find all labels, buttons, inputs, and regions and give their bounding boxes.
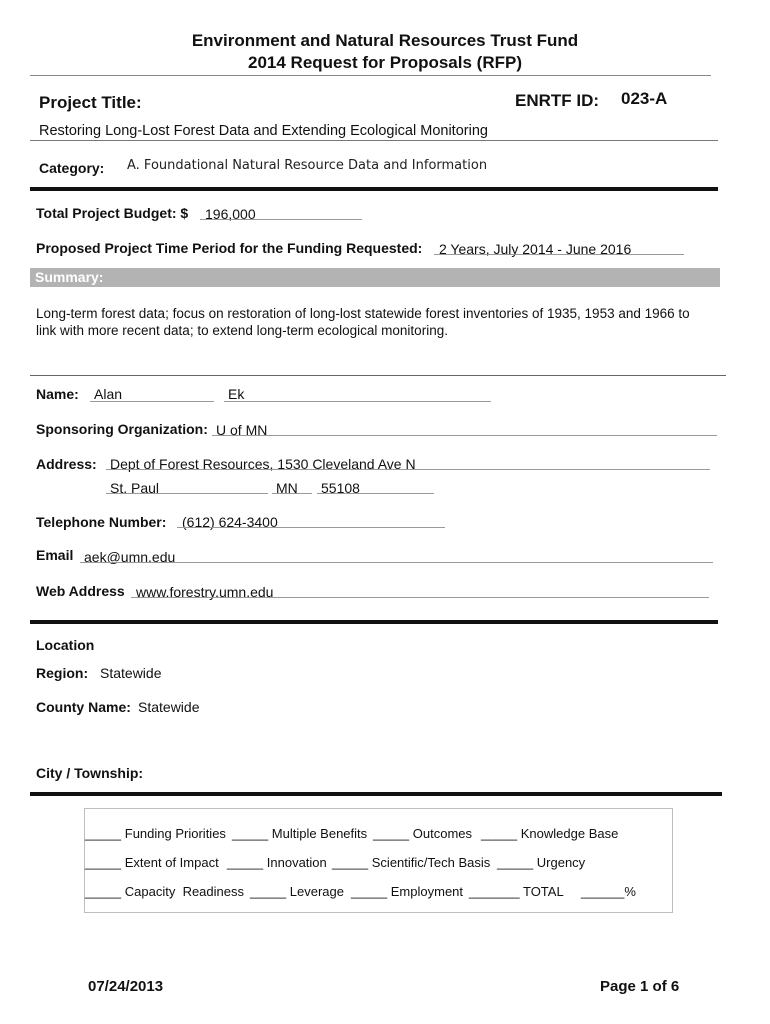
summary-line-1: Long-term forest data; focus on restoration of long-lost statewide forest inventories of 1935, 1953 and 1966 to [36, 306, 690, 321]
last-name-underline [224, 401, 491, 402]
time-period-value: 2 Years, July 2014 - June 2016 [439, 241, 632, 257]
score-employment: _____ Employment [351, 884, 464, 899]
score-knowledge-base: _____ Knowledge Base [481, 826, 619, 841]
region-label: Region: [36, 665, 89, 681]
email-value[interactable]: aek@umn.edu [84, 549, 176, 565]
last-name-value: Ek [228, 386, 245, 402]
score-capacity-readiness: _____ Capacity Readiness [85, 884, 244, 899]
enrtf-id-label: ENRTF ID: [515, 91, 600, 110]
score-outcomes: _____ Outcomes [373, 826, 473, 841]
city-underline [106, 493, 268, 494]
document-subtitle: 2014 Request for Proposals (RFP) [248, 53, 522, 72]
title-divider [30, 140, 718, 141]
time-period-label: Proposed Project Time Period for the Funding Requested: [36, 240, 423, 256]
score-extent-of-impact: _____ Extent of Impact [85, 855, 219, 870]
zip-underline [317, 493, 434, 494]
city-township-label: City / Township: [36, 765, 144, 781]
score-percent: ______% [581, 884, 636, 899]
location-heading: Location [36, 637, 95, 653]
email-label: Email [36, 547, 74, 563]
budget-label: Total Project Budget: $ [36, 205, 189, 221]
time-period-underline [434, 254, 684, 255]
sponsoring-org-value: U of MN [216, 422, 268, 438]
contact-divider [30, 620, 718, 624]
first-name-underline [90, 401, 214, 402]
score-leverage: _____ Leverage [250, 884, 344, 899]
telephone-label: Telephone Number: [36, 514, 167, 530]
enrtf-id-value: 023-A [621, 89, 668, 108]
sponsoring-org-underline [212, 435, 717, 436]
summary-divider [30, 375, 726, 376]
address-zip: 55108 [321, 480, 360, 496]
telephone-value: (612) 624-3400 [182, 514, 278, 530]
score-innovation: _____ Innovation [227, 855, 327, 870]
score-funding-priorities: _____ Funding Priorities [85, 826, 226, 841]
address-label: Address: [36, 456, 97, 472]
web-address-underline [131, 597, 709, 598]
email-underline [80, 562, 713, 563]
score-scientific-tech-basis: _____ Scientific/Tech Basis [332, 855, 491, 870]
score-urgency: _____ Urgency [497, 855, 586, 870]
county-label: County Name: [36, 699, 131, 715]
address-line-1: Dept of Forest Resources, 1530 Cleveland Ave N [110, 456, 416, 472]
summary-header: Summary: [30, 268, 720, 287]
address-state: MN [276, 480, 298, 496]
county-value: Statewide [138, 699, 200, 715]
name-label: Name: [36, 386, 79, 402]
state-underline [272, 493, 312, 494]
region-value: Statewide [100, 665, 162, 681]
footer-date: 07/24/2013 [88, 978, 164, 995]
project-title-label: Project Title: [39, 93, 142, 112]
document-title: Environment and Natural Resources Trust Fund [191, 31, 579, 50]
footer-page-number: Page 1 of 6 [600, 978, 680, 995]
category-divider [30, 187, 718, 191]
category-value: A. Foundational Natural Resource Data and Information [127, 158, 488, 173]
address-city: St. Paul [110, 480, 160, 496]
budget-underline [200, 219, 362, 220]
summary-line-2: link with more recent data; to extend long-term ecological monitoring. [36, 323, 448, 338]
sponsoring-org-label: Sponsoring Organization: [36, 421, 208, 437]
location-divider [30, 792, 722, 796]
telephone-underline [177, 527, 445, 528]
project-title-value: Restoring Long-Lost Forest Data and Extending Ecological Monitoring [39, 123, 488, 139]
address-line-1-underline [106, 469, 710, 470]
web-address-value[interactable]: www.forestry.umn.edu [136, 584, 274, 600]
header-divider [30, 75, 711, 76]
budget-value: 196,000 [205, 206, 256, 222]
category-label: Category: [39, 160, 105, 176]
web-address-label: Web Address [36, 583, 125, 599]
scoring-box [84, 808, 673, 913]
score-multiple-benefits: _____ Multiple Benefits [232, 826, 368, 841]
score-total: _______ TOTAL [469, 884, 564, 899]
first-name-value: Alan [94, 386, 123, 402]
